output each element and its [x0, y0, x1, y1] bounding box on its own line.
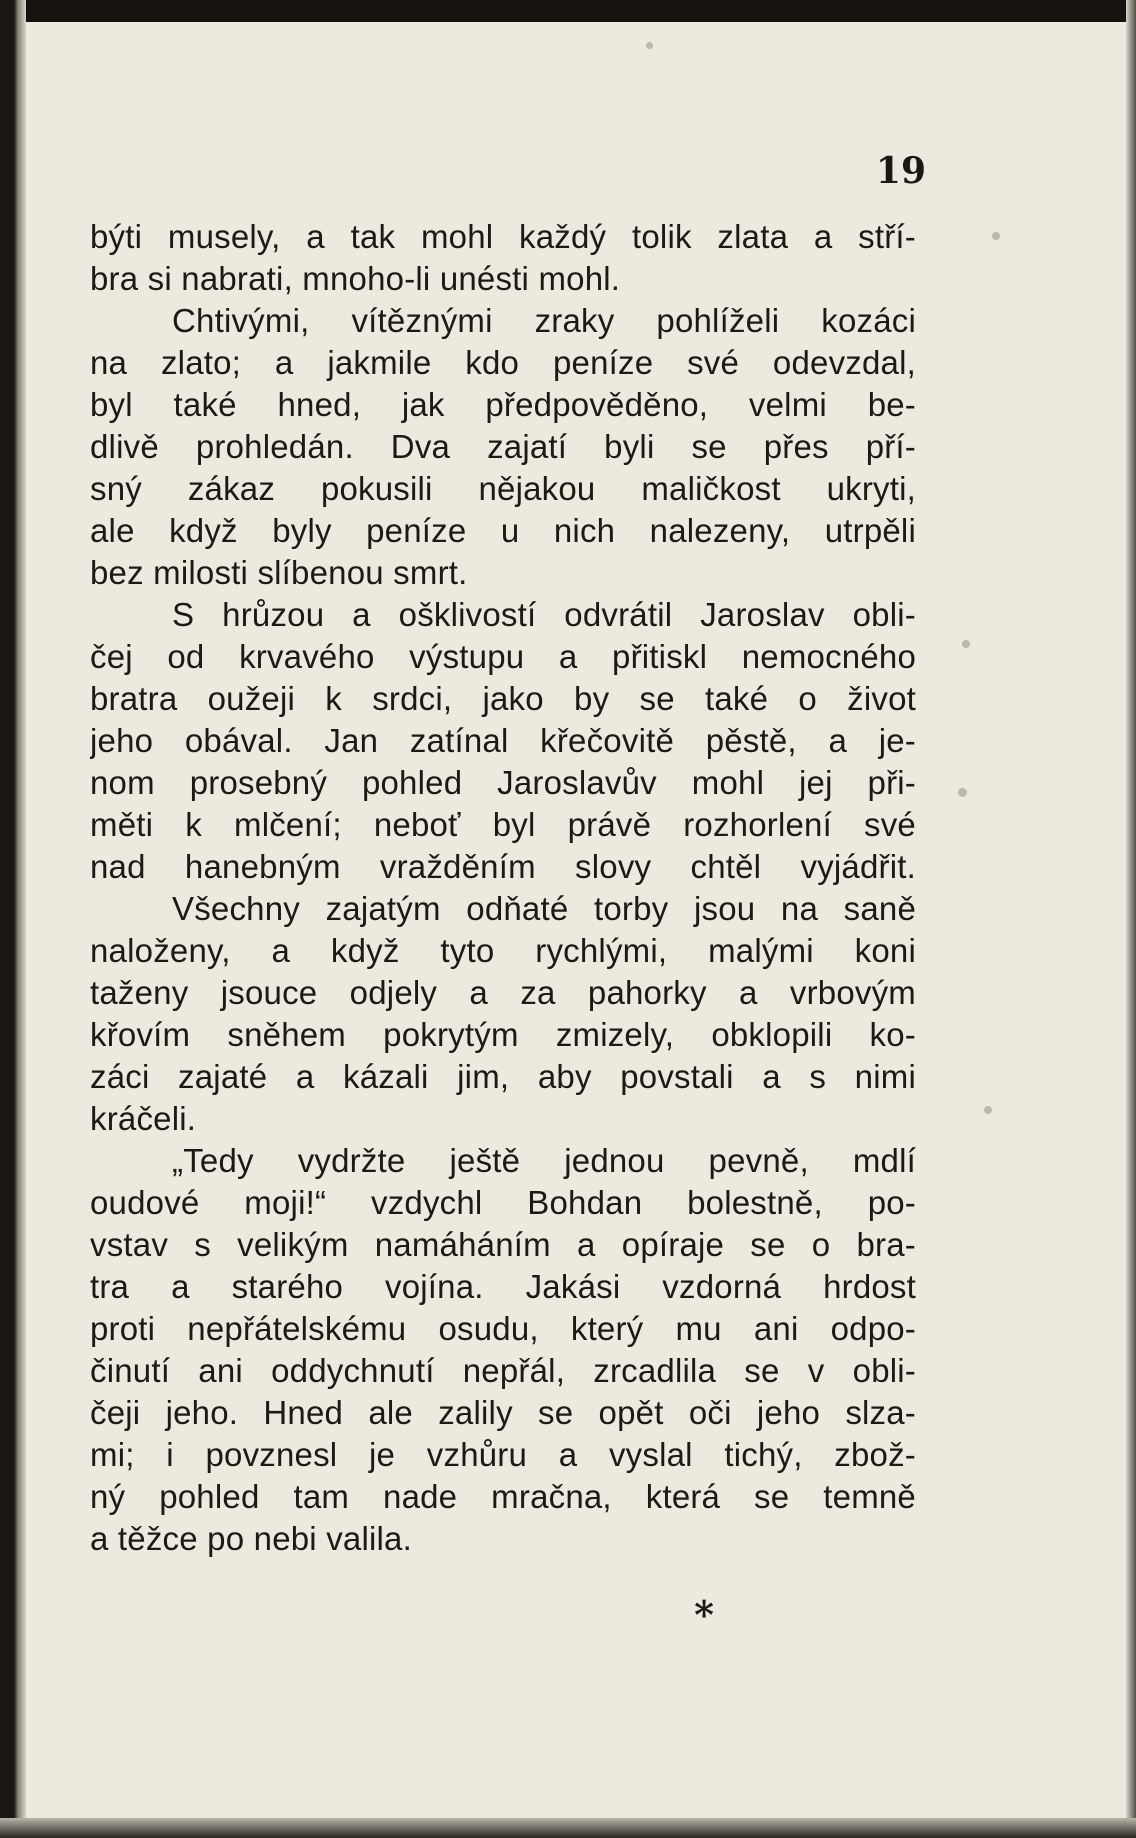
text-line: kráčeli.: [90, 1100, 197, 1137]
book-spine-edge: [0, 0, 26, 1838]
text-line: nom prosebný pohled Jaroslavův mohl jej při-: [90, 764, 916, 801]
scan-top-edge: [0, 0, 1136, 22]
paper-speck: [958, 788, 967, 797]
page-bottom-edge: [0, 1818, 1136, 1838]
text-line: záci zajaté a kázali jim, aby povstali a s nimi: [90, 1058, 916, 1095]
text-line: naloženy, a když tyto rychlými, malými koni: [90, 932, 916, 969]
text-line: nad hanebným vražděním slovy chtěl vyjádřit.: [90, 848, 916, 885]
text-line: býti musely, a tak mohl každý tolik zlata a stří-: [90, 218, 916, 255]
text-line: oudové moji!“ vzdychl Bohdan bolestně, po-: [90, 1184, 916, 1221]
section-break-asterisk: *: [694, 1592, 714, 1637]
text-line: bra si nabrati, mnoho-li unésti mohl.: [90, 260, 621, 297]
text-line: byl také hned, jak předpověděno, velmi be-: [90, 386, 916, 423]
text-line: mi; i povznesl je vzhůru a vyslal tichý, zbož-: [90, 1436, 916, 1473]
paper-speck: [992, 232, 1000, 240]
body-text: [90, 216, 916, 1560]
page-right-edge: [1126, 0, 1136, 1838]
text-line: Chtivými, vítěznými zraky pohlíželi kozáci: [172, 302, 916, 339]
text-line: dlivě prohledán. Dva zajatí byli se přes pří-: [90, 428, 916, 465]
paper-speck: [646, 42, 653, 49]
text-line: čej od krvavého výstupu a přitiskl nemocného: [90, 638, 916, 675]
text-line: jeho obával. Jan zatínal křečovitě pěstě, a je-: [90, 722, 916, 759]
paper-speck: [962, 640, 970, 648]
text-line: ale když byly peníze u nich nalezeny, utrpěli: [90, 512, 916, 549]
text-line: taženy jsouce odjely a za pahorky a vrbovým: [90, 974, 916, 1011]
text-line: křovím sněhem pokrytým zmizely, obklopili ko-: [90, 1016, 916, 1053]
text-line: a těžce po nebi valila.: [90, 1520, 412, 1557]
text-line: proti nepřátelskému osudu, který mu ani odpo-: [90, 1310, 916, 1347]
text-line: činutí ani oddychnutí nepřál, zrcadlila se v obli-: [90, 1352, 916, 1389]
text-line: sný zákaz pokusili nějakou maličkost ukryti,: [90, 470, 916, 507]
text-line: Všechny zajatým odňaté torby jsou na saně: [172, 890, 916, 927]
text-line: na zlato; a jakmile kdo peníze své odevzdal,: [90, 344, 916, 381]
text-line: ný pohled tam nade mračna, která se temně: [90, 1478, 916, 1515]
text-line: bratra oužeji k srdci, jako by se také o život: [90, 680, 916, 717]
text-line: měti k mlčení; neboť byl právě rozhorlení své: [90, 806, 916, 843]
text-line: bez milosti slíbenou smrt.: [90, 554, 468, 591]
page-number: 19: [875, 150, 926, 192]
text-line: „Tedy vydržte ještě jednou pevně, mdlí: [172, 1142, 916, 1179]
text-line: vstav s velikým namáháním a opíraje se o bra-: [90, 1226, 916, 1263]
paper-speck: [984, 1106, 992, 1114]
text-line: tra a starého vojína. Jakási vzdorná hrdost: [90, 1268, 916, 1305]
text-line: S hrůzou a ošklivostí odvrátil Jaroslav obli-: [172, 596, 916, 633]
text-line: čeji jeho. Hned ale zalily se opět oči jeho slza-: [90, 1394, 916, 1431]
